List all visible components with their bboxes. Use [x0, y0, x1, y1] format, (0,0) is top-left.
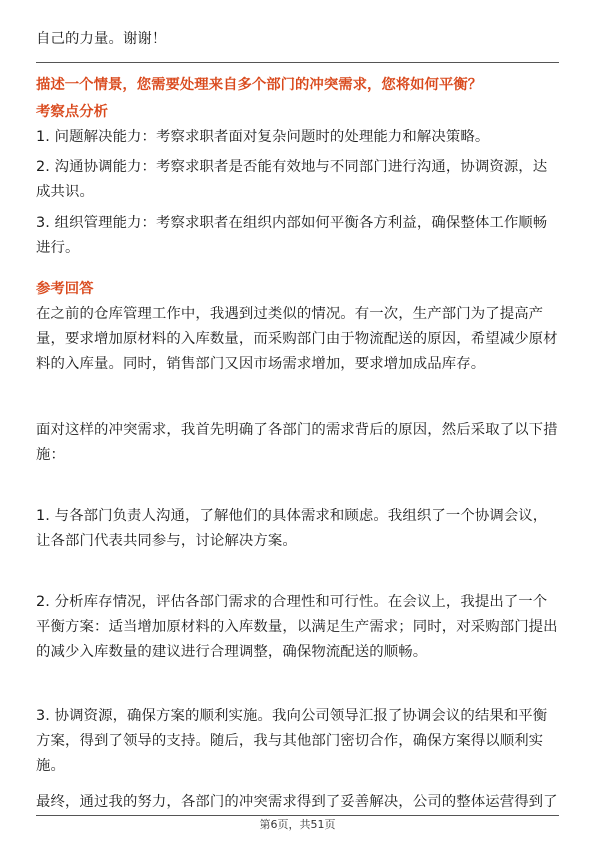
- answer-paragraph-4: 2. 分析库存情况，评估各部门需求的合理性和可行性。在会议上，我提出了一个平衡方案：适当增加原材料的入库数量，以满足生产需求；同时，对采购部门提出的减少入库数量的建议进行合理调整，确保物流配送的顺畅。: [36, 594, 558, 660]
- footer-divider: [36, 815, 559, 816]
- analysis-item-2: 2. 沟通协调能力：考察求职者是否能有效地与不同部门进行沟通，协调资源，达成共识。: [36, 159, 548, 200]
- question-heading: 描述一个情景，您需要处理来自多个部门的冲突需求，您将如何平衡？: [36, 77, 483, 93]
- analysis-item-1: 1. 问题解决能力：考察求职者面对复杂问题时的处理能力和解决策略。: [36, 129, 490, 145]
- answer-paragraph-2: 面对这样的冲突需求，我首先明确了各部门的需求背后的原因，然后采取了以下措施：: [36, 422, 558, 463]
- analysis-item-3: 3. 组织管理能力：考察求职者在组织内部如何平衡各方利益，确保整体工作顺畅进行。: [36, 215, 548, 256]
- continued-text: 自己的力量。谢谢！: [36, 31, 167, 47]
- answer-paragraph-1: 在之前的仓库管理工作中，我遇到过类似的情况。有一次，生产部门为了提高产量，要求增加原材料的入库数量，而采购部门由于物流配送的原因，希望减少原材料的入库量。同时，销售部门又因市场需求增加，要求增加成品库存。: [36, 306, 558, 372]
- top-divider: [36, 62, 559, 63]
- answer-paragraph-5: 3. 协调资源，确保方案的顺利实施。我向公司领导汇报了协调会议的结果和平衡方案，得到了领导的支持。随后，我与其他部门密切合作，确保方案得以顺利实施。: [36, 708, 548, 774]
- answer-heading: 参考回答: [36, 281, 94, 297]
- answer-paragraph-6: 最终，通过我的努力，各部门的冲突需求得到了妥善解决，公司的整体运营得到了: [36, 794, 558, 810]
- page-number: 第6页，共51页: [259, 818, 336, 831]
- answer-paragraph-3: 1. 与各部门负责人沟通，了解他们的具体需求和顾虑。我组织了一个协调会议，让各部门代表共同参与，讨论解决方案。: [36, 508, 548, 549]
- analysis-heading: 考察点分析: [36, 104, 108, 120]
